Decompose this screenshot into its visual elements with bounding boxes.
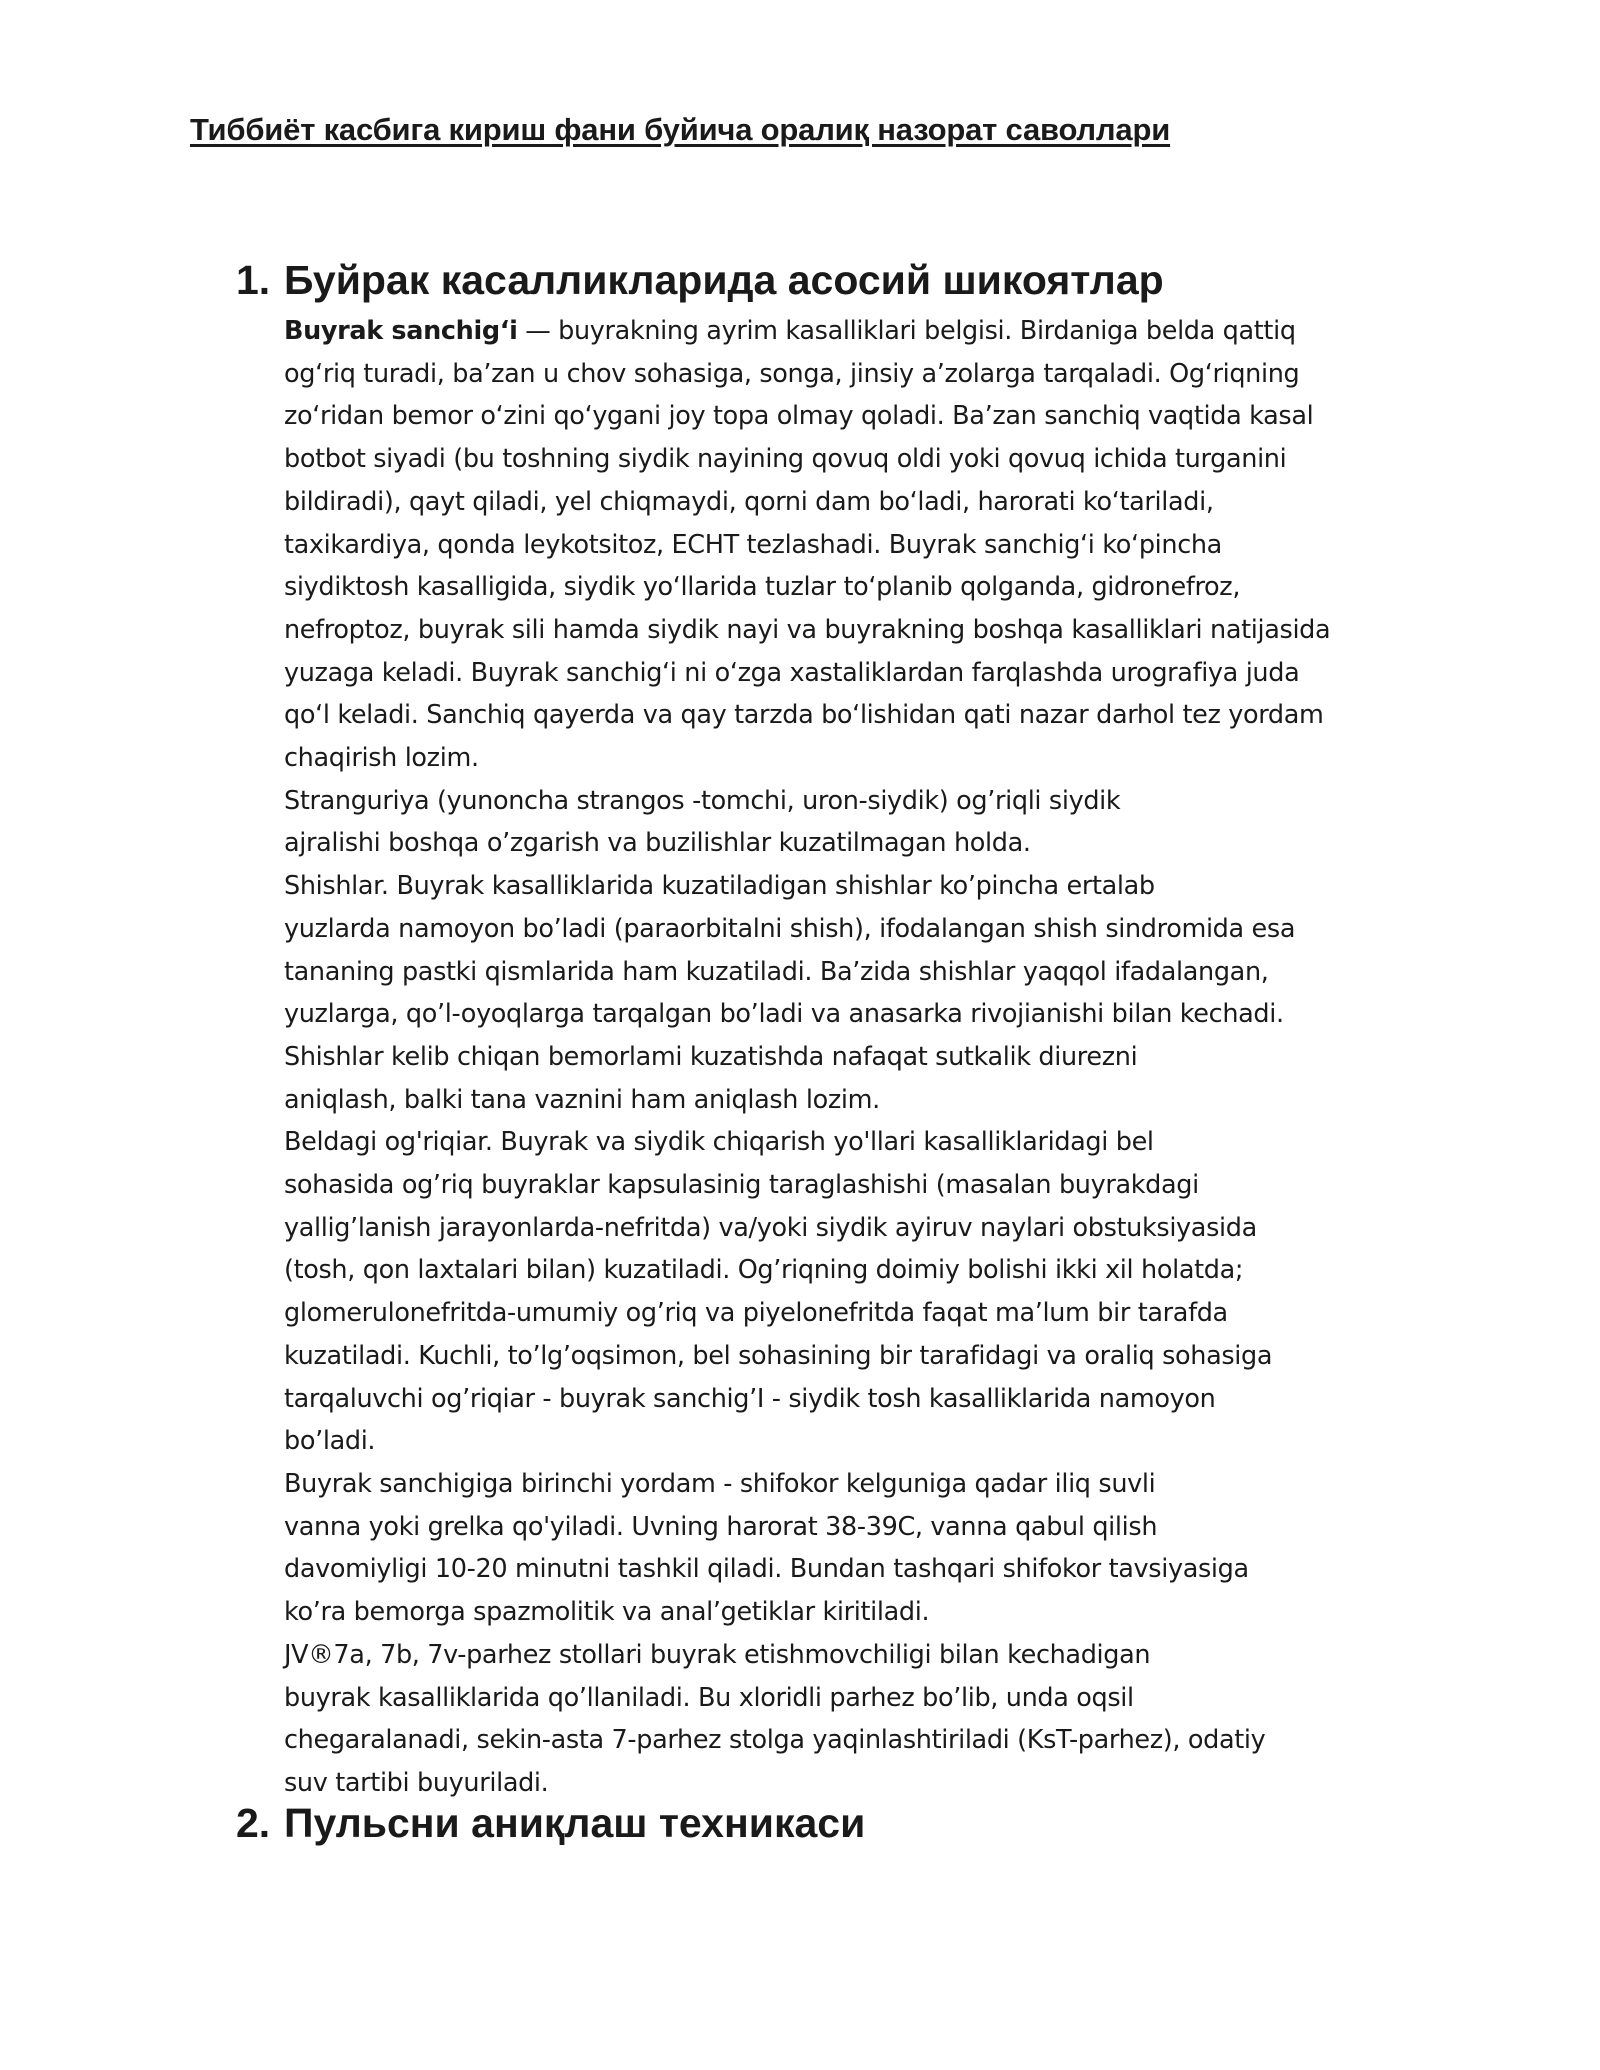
paragraph-line: tananing pastki qismlarida ham kuzatiladi. Ba’zida shishlar yaqqol ifadalangan,: [284, 956, 1269, 987]
paragraph-line: Beldagi og'riqiar. Buyrak va siydik chiqarish yo'llari kasalliklaridagi bel: [284, 1127, 1154, 1158]
paragraph-line: kuzatiladi. Kuchli, to’lg’oqsimon, bel sohasining bir tarafidagi va oraliq sohasiga: [284, 1340, 1273, 1371]
paragraph-line: nefroptoz, buyrak sili hamda siydik nayi va buyrakning boshqa kasalliklari natijasida: [284, 614, 1331, 645]
paragraph-line: buyrak kasalliklarida qo’llaniladi. Bu xloridli parhez bo’lib, unda oqsil: [284, 1682, 1134, 1713]
paragraph-line: tarqaluvchi og’riqiar - buyrak sanchig’I - siydik tosh kasalliklarida namoyon: [284, 1383, 1216, 1414]
paragraph-line: bildiradi), qayt qiladi, yel chiqmaydi, qorni dam bo‘ladi, harorati ko‘tariladi,: [284, 486, 1214, 517]
paragraph-line: og‘riq turadi, ba’zan u chov sohasiga, songa, jinsiy a’zolarga tarqaladi. Og‘riqning: [284, 358, 1300, 389]
paragraph-line: yuzlarda namoyon bo’ladi (paraorbitalni shish), ifodalangan shish sindromida esa: [284, 913, 1296, 944]
section-title: Буйрак касалликларида асосий шикоятлар: [284, 257, 1164, 303]
paragraph-line: siydiktosh kasalligida, siydik yo‘llarida tuzlar to‘planib qolganda, gidronefroz,: [284, 572, 1241, 603]
paragraph-line: sohasida og’riq buyraklar kapsulasinig taraglashishi (masalan buyrakdagi: [284, 1170, 1199, 1201]
paragraph-line: yuzaga keladi. Buyrak sanchig‘i ni o‘zga xastaliklardan farqlashda urografiya juda: [284, 657, 1300, 688]
paragraph-line: aniqlash, balki tana vaznini ham aniqlash lozim.: [284, 1084, 880, 1115]
paragraph-line: vanna yoki grelka qo'yiladi. Uvning harorat 38-39C, vanna qabul qilish: [284, 1511, 1158, 1542]
section-heading: [236, 252, 1456, 308]
section-number: 1.: [236, 257, 271, 303]
paragraph-line: ko’ra bemorga spazmolitik va anal’getiklar kiritiladi.: [284, 1597, 930, 1628]
section-number: 2.: [236, 1800, 271, 1846]
paragraph-line: bo’ladi.: [284, 1426, 376, 1457]
paragraph-line: zo‘ridan bemor o‘zini qo‘ygani joy topa olmay qoladi. Ba’zan sanchiq vaqtida kasal: [284, 401, 1314, 432]
section-body: [284, 310, 1456, 1805]
section-kidney-complaints: [236, 252, 1456, 1805]
section-pulse-technique: [236, 1795, 1456, 1851]
paragraph-line: [284, 310, 1456, 353]
paragraph-line: glomerulonefritda-umumiy og’riq va piyelonefritda faqat ma’lum bir tarafda: [284, 1298, 1228, 1329]
paragraph-line: (tosh, qon laxtalari bilan) kuzatiladi. Og’riqning doimiy bolishi ikki xil holatda;: [284, 1255, 1244, 1286]
paragraph-line: suv tartibi buyuriladi.: [284, 1767, 549, 1798]
bold-term: Buyrak sanchig‘i: [284, 316, 518, 346]
paragraph-line: Shishlar kelib chiqan bemorlami kuzatishda nafaqat sutkalik diurezni: [284, 1041, 1138, 1072]
paragraph-line: JV®7a, 7b, 7v-parhez stollari buyrak etishmovchiligi bilan kechadigan: [284, 1639, 1151, 1670]
paragraph-line: Shishlar. Buyrak kasalliklarida kuzatiladigan shishlar ko’pincha ertalab: [284, 871, 1155, 902]
document-title: Тиббиёт касбига кириш фани буйича оралиқ назорат саволлари: [190, 112, 1171, 147]
paragraph-line: taxikardiya, qonda leykotsitoz, ECHT tezlashadi. Buyrak sanchig‘i ko‘pincha: [284, 529, 1222, 560]
paragraph-line: chaqirish lozim.: [284, 743, 479, 774]
line-text: — buyrakning ayrim kasalliklari belgisi. Birdaniga belda qattiq: [517, 316, 1296, 346]
paragraph-line: Buyrak sanchigiga birinchi yordam - shifokor kelguniga qadar iliq suvli: [284, 1468, 1156, 1499]
paragraph-line: qo‘l keladi. Sanchiq qayerda va qay tarzda bo‘lishidan qati nazar darhol tez yordam: [284, 700, 1324, 731]
paragraph-line: yallig’lanish jarayonlarda-nefritda) va/yoki siydik ayiruv naylari obstuksiyasida: [284, 1212, 1257, 1243]
paragraph-line: Stranguriya (yunoncha strangos -tomchi, uron-siydik) og’riqli siydik: [284, 785, 1121, 816]
paragraph-line: yuzlarga, qo’l-oyoqlarga tarqalgan bo’ladi va anasarka rivojianishi bilan kechadi.: [284, 999, 1284, 1030]
paragraph-line: botbot siyadi (bu toshning siydik nayining qovuq oldi yoki qovuq ichida turganini: [284, 444, 1287, 475]
section-heading: [236, 1795, 1456, 1851]
paragraph-line: ajralishi boshqa o’zgarish va buzilishlar kuzatilmagan holda.: [284, 828, 1031, 859]
paragraph-line: davomiyligi 10-20 minutni tashkil qiladi. Bundan tashqari shifokor tavsiyasiga: [284, 1554, 1249, 1585]
section-title: Пульсни аниқлаш техникаси: [284, 1800, 866, 1846]
paragraph-line: chegaralanadi, sekin-asta 7-parhez stolga yaqinlashtiriladi (KsT-parhez), odatiy: [284, 1725, 1266, 1756]
